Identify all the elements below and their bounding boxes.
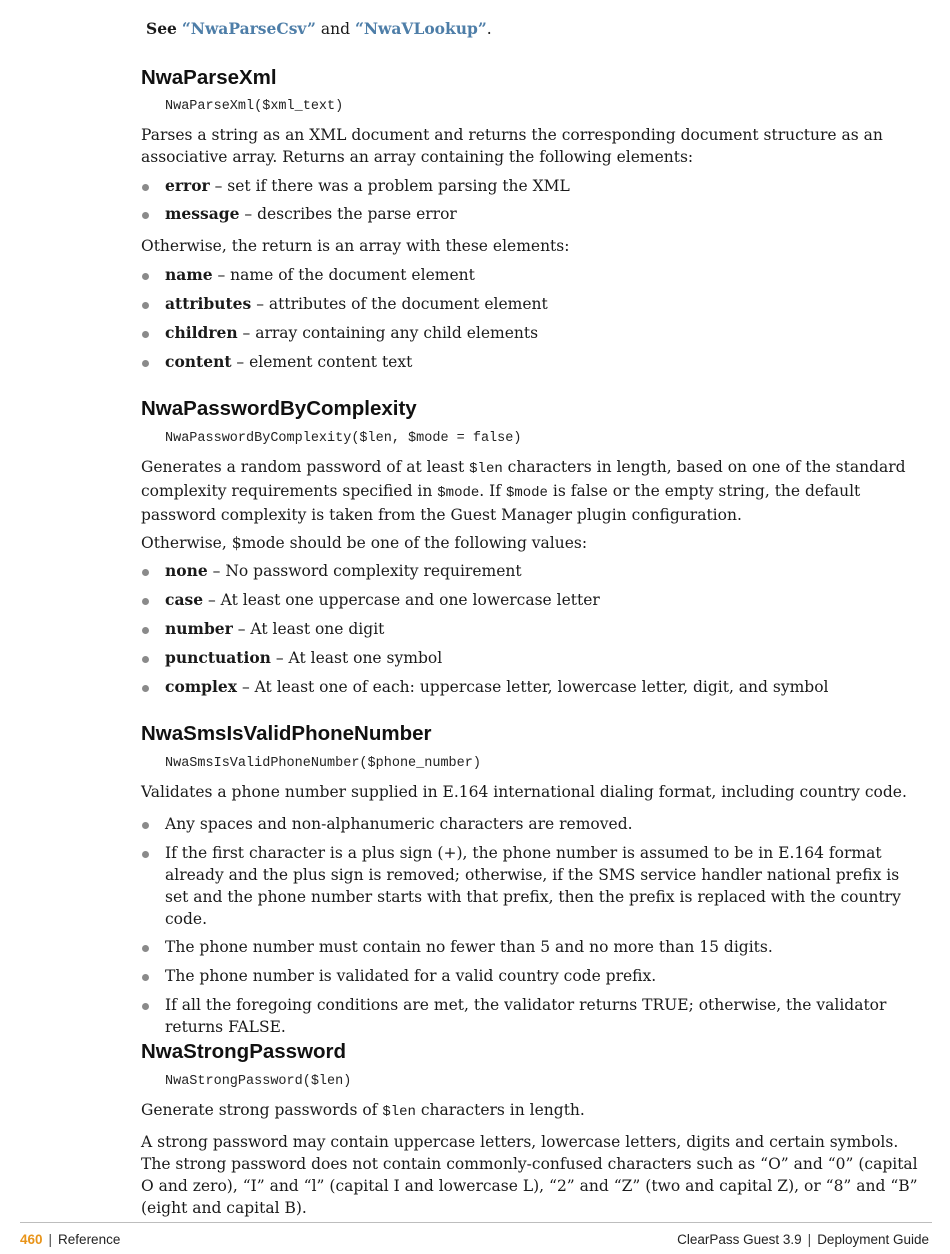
section-intro: Validates a phone number supplied in E.164 international dialing format, including country code. <box>141 783 907 801</box>
text-run: . If <box>479 482 506 500</box>
list-item: The phone number is validated for a valid country code prefix. <box>141 965 926 987</box>
list-item <box>141 589 926 611</box>
section-body-paragraph: A strong password may contain uppercase letters, lowercase letters, digits and certain symbols. The strong password does not contain commonly-confused characters such as “O” and “0” (capital O and zero), “I” and “l” (capital I and lowercase L), “2” and “Z” (two and capital Z), or “8” and “B” (eight and capital B). <box>141 1133 918 1217</box>
list-item <box>141 647 926 669</box>
see-suffix: . <box>486 20 492 38</box>
list-item: If the first character is a plus sign (+), the phone number is assumed to be in E.164 format already and the plus sign is removed; otherwise, if the SMS service handler national prefix is set and the phone number starts with that prefix, then the prefix is replaced with the country code. <box>141 842 926 930</box>
footer-left <box>20 1232 120 1247</box>
function-signature: NwaPasswordByComplexity($len, $mode = false) <box>165 431 522 446</box>
text-run: characters in length. <box>415 1101 585 1119</box>
list-item: The phone number must contain no fewer than 5 and no more than 15 digits. <box>141 936 926 958</box>
list-desc: – set if there was a problem parsing the XML <box>209 177 570 195</box>
list-desc: – At least one of each: uppercase letter, lowercase letter, digit, and symbol <box>237 678 829 696</box>
list-desc: – describes the parse error <box>239 205 457 223</box>
link-nwavlookup[interactable]: “NwaVLookup” <box>354 19 487 38</box>
see-also-line <box>146 18 492 40</box>
list-item <box>141 322 926 344</box>
list-item <box>141 293 926 315</box>
list-item <box>141 560 926 582</box>
list-term: content <box>165 352 232 371</box>
see-and: and <box>320 20 351 38</box>
list-term: none <box>165 561 208 580</box>
list-term: number <box>165 619 233 638</box>
list-item <box>141 203 926 225</box>
list-term: case <box>165 590 204 609</box>
function-signature: NwaStrongPassword($len) <box>165 1074 352 1089</box>
list-desc: – name of the document element <box>212 266 475 284</box>
list-desc: – element content text <box>231 353 413 371</box>
function-signature: NwaParseXml($xml_text) <box>165 99 344 114</box>
text-run: Generate strong passwords of <box>141 1101 383 1119</box>
inline-code: $len <box>469 461 503 477</box>
list-desc: – At least one uppercase and one lowercase letter <box>203 591 600 609</box>
text-run: Generates a random password of at least <box>141 458 470 476</box>
footer-guide: Deployment Guide <box>817 1232 929 1247</box>
footer-product: ClearPass Guest 3.9 <box>677 1232 802 1247</box>
footer-right <box>677 1232 929 1247</box>
list-desc: – No password complexity requirement <box>207 562 522 580</box>
link-nwaparsecsv[interactable]: “NwaParseCsv” <box>181 19 316 38</box>
footer-separator: | <box>48 1232 53 1247</box>
validation-rules-list <box>141 813 926 1038</box>
list-desc: – array containing any child elements <box>237 324 539 342</box>
text-run: is false or the empty string, the default password complexity is taken from the Guest Manager plugin configuration. <box>141 482 861 524</box>
return-error-list <box>141 175 926 225</box>
list-term: attributes <box>165 294 252 313</box>
section-title-nwapasswordbycomplexity: NwaPasswordByComplexity <box>141 397 417 420</box>
section-intro <box>141 456 926 526</box>
list-item <box>141 264 926 286</box>
section-title-nwastrongpassword: NwaStrongPassword <box>141 1040 347 1063</box>
list-term: children <box>165 323 238 342</box>
complexity-mode-list <box>141 560 926 698</box>
function-signature: NwaSmsIsValidPhoneNumber($phone_number) <box>165 756 481 771</box>
list-item <box>141 175 926 197</box>
page-number: 460 <box>20 1232 43 1247</box>
list-desc: – attributes of the document element <box>251 295 548 313</box>
list-item <box>141 351 926 373</box>
section-intro <box>141 1099 926 1123</box>
section-title-nwaparsexml: NwaParseXml <box>141 66 277 89</box>
text-run: characters in length, based on one of the standard complexity requirements specified in <box>141 458 906 500</box>
list-term: message <box>165 204 240 223</box>
return-elements-list <box>141 264 926 373</box>
list-term: punctuation <box>165 648 271 667</box>
section-mid-text: Otherwise, $mode should be one of the following values: <box>141 534 588 552</box>
list-item <box>141 618 926 640</box>
list-term: error <box>165 176 210 195</box>
section-title-nwasmsisvalidphonenumber: NwaSmsIsValidPhoneNumber <box>141 722 432 745</box>
footer-separator: | <box>807 1232 812 1247</box>
section-mid-text: Otherwise, the return is an array with these elements: <box>141 237 570 255</box>
list-desc: – At least one symbol <box>270 649 443 667</box>
see-prefix: See <box>146 19 177 38</box>
list-item: Any spaces and non-alphanumeric characters are removed. <box>141 813 926 835</box>
inline-code: $len <box>382 1104 416 1120</box>
footer-divider <box>20 1222 932 1223</box>
section-intro: Parses a string as an XML document and returns the corresponding document structure as an associative array. Returns an array containing the following elements: <box>141 126 883 166</box>
inline-code: $mode <box>505 485 548 501</box>
list-item <box>141 676 926 698</box>
inline-code: $mode <box>437 485 480 501</box>
list-term: complex <box>165 677 238 696</box>
list-term: name <box>165 265 213 284</box>
footer-section: Reference <box>58 1232 121 1247</box>
list-item: If all the foregoing conditions are met, the validator returns TRUE; otherwise, the validator returns FALSE. <box>141 994 926 1038</box>
list-desc: – At least one digit <box>232 620 385 638</box>
